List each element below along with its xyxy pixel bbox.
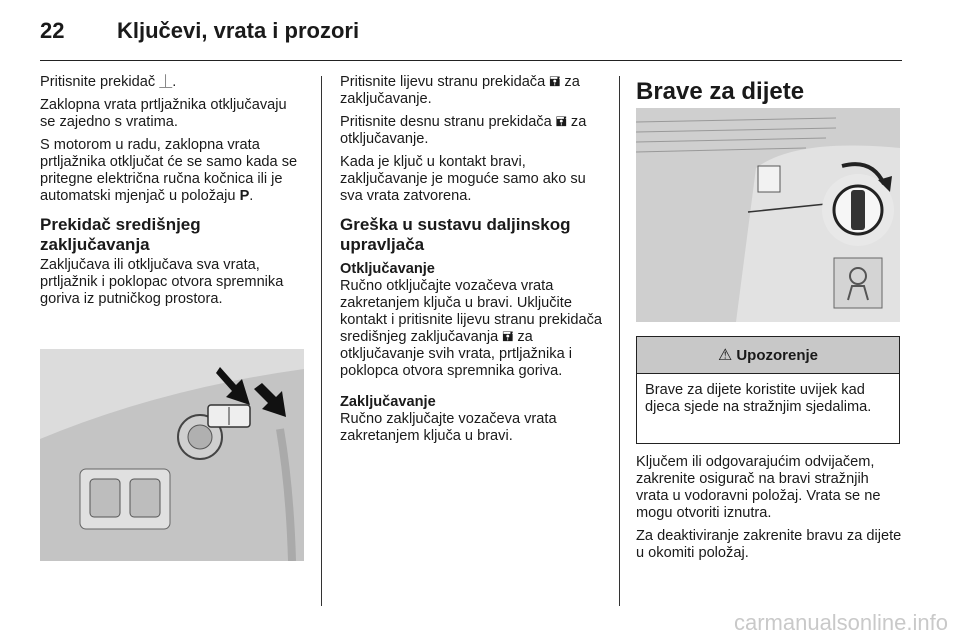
column-2	[340, 74, 606, 451]
warning-text: Brave za dijete koristite uvijek kad djeca sjede na stražnjim sjedalima.	[645, 382, 872, 415]
page-title: Ključevi, vrata i prozori	[117, 18, 360, 43]
page-header	[40, 14, 902, 54]
paragraph: Ručno zaključajte vozačeva vrata zakretanjem ključa u bravi.	[340, 411, 557, 444]
paragraph: Zaključava ili otključava sva vrata, prtljažnik i poklopac otvora spremnika goriva iz putničkog prostora.	[40, 257, 284, 307]
lock-switch-icon: 🖬	[549, 75, 561, 90]
trunk-switch-icon: ⏊	[159, 75, 173, 90]
paragraph: S motorom u radu, zaklopna vrata prtljažnika otključat će se samo kada se pritegne električna ručna kočnica ili je automatski mjenjač u položaju P.	[40, 137, 298, 204]
section-heading: Prekidač središnjeg zaključavanja	[40, 215, 201, 254]
child-lock-illustration	[636, 108, 900, 322]
door-switch-illustration	[40, 349, 304, 561]
warning-icon: ⚠	[717, 347, 733, 364]
lock-switch-icon: 🖬	[502, 330, 514, 345]
warning-title: Upozorenje	[736, 346, 819, 364]
lock-switch-icon: 🖬	[555, 115, 567, 130]
paragraph: Pritisnite lijevu stranu prekidača 🖬 za zaključavanje.	[340, 74, 580, 107]
column-3-text	[636, 454, 902, 568]
paragraph: Pritisnite prekidač ⏊.	[40, 74, 177, 90]
section-heading: Greška u sustavu daljinskog upravljača	[340, 215, 571, 254]
paragraph: Ručno otključajte vozačeva vrata zakretanjem ključa u bravi. Uključite kontakt i pritisnite lijevu stranu prekidača središnjeg zaključavanja 🖬 za otključavanje svih vrata, prtljažnika i poklopca otvora spremnika goriva.	[340, 278, 603, 379]
column-1	[40, 74, 306, 314]
warning-box	[636, 336, 900, 444]
column-divider-1	[321, 76, 322, 606]
subheading: Otključavanje	[340, 261, 435, 277]
header-divider	[40, 60, 902, 61]
paragraph: Za deaktiviranje zakrenite bravu za dijete u okomiti položaj.	[636, 528, 902, 561]
warning-header	[637, 337, 899, 374]
subheading: Zaključavanje	[340, 394, 436, 410]
page-number: 22	[40, 18, 65, 43]
paragraph: Zaklopna vrata prtljažnika otključavaju se zajedno s vratima.	[40, 97, 287, 130]
section-title: Brave za dijete	[636, 78, 805, 105]
paragraph: Pritisnite desnu stranu prekidača 🖬 za otključavanje.	[340, 114, 587, 147]
paragraph: Kada je ključ u kontakt bravi, zaključavanje je moguće samo ako su sva vrata zatvorena.	[340, 154, 586, 204]
column-divider-2	[619, 76, 620, 606]
watermark: carmanualsonline.info	[733, 610, 948, 635]
paragraph: Ključem ili odgovarajućim odvijačem, zakrenite osigurač na bravi stražnjih vrata u vodoravni položaj. Vrata se ne mogu otvoriti iznutra.	[636, 454, 881, 521]
